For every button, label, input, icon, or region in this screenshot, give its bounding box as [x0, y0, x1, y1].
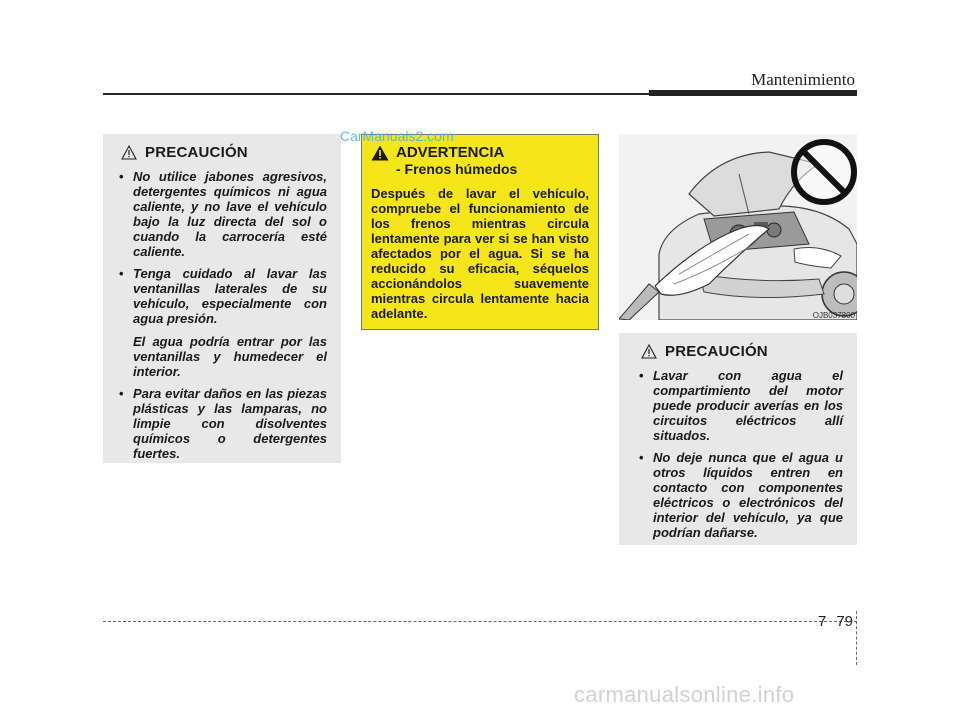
caution-item-text: Para evitar daños en las piezas plásticas y las lamparas, no limpie con disolventes químicos o detergentes fuertes.: [133, 386, 327, 461]
car-engine-hose-drawing: [619, 134, 857, 320]
list-item: [639, 368, 843, 443]
caution-triangle-icon: [121, 145, 137, 160]
caution-item-text: Lavar con agua el compartimiento del motor puede producir averías en los circuitos eléctricos allí situados.: [653, 368, 843, 443]
warning-header: [371, 144, 589, 161]
caution-title: PRECAUCIÓN: [665, 343, 768, 360]
chapter-number: 7: [818, 613, 827, 630]
caution-triangle-icon: [641, 344, 657, 359]
warning-triangle-icon: [371, 145, 389, 161]
bullet: •: [639, 368, 644, 383]
footer-divider: [856, 611, 857, 665]
list-item: [119, 386, 327, 461]
caution-panel-left: [103, 134, 341, 463]
page-number: [818, 613, 853, 630]
caution-header: [121, 144, 327, 161]
header-rule: [103, 93, 649, 95]
page-number-value: 79: [836, 613, 854, 630]
warning-subtitle: - Frenos húmedos: [396, 161, 518, 177]
list-item: [119, 169, 327, 259]
section-title: Mantenimiento: [751, 70, 855, 89]
caution-item-text: No utilice jabones agresivos, detergentes químicos ni agua caliente, y no lave el vehículo bajo la luz directa del sol o cuando la carrocería esté caliente.: [133, 169, 327, 259]
list-item: [119, 266, 327, 379]
bullet: •: [119, 169, 124, 184]
engine-wash-illustration: [619, 134, 857, 320]
caution-item-text: No deje nunca que el agua u otros líquidos entren en contacto con componentes eléctricos o electrónicos del interior del vehículo, ya que podrían dañarse.: [653, 450, 843, 540]
illustration-code: OJB037800: [812, 311, 855, 320]
warning-panel: [361, 134, 599, 330]
footer-rule: [103, 621, 857, 622]
caution-panel-right: [619, 333, 857, 545]
caution-title: PRECAUCIÓN: [145, 144, 248, 161]
bullet: •: [639, 450, 644, 465]
warning-body: Después de lavar el vehículo, compruebe el funcionamiento de los frenos mientras circula lentamente para ver si se han visto afectados por el agua. Si se ha reducido su eficacia, séquelos accionándolos suavemente mientras circula lentamente hacia adelante.: [371, 186, 589, 321]
warning-title: ADVERTENCIA: [396, 144, 505, 161]
bullet: •: [119, 266, 124, 281]
bullet: •: [119, 386, 124, 401]
caution-header: [641, 343, 843, 360]
caution-list: [119, 169, 327, 461]
watermark: CarManuals2.com: [340, 128, 454, 144]
caution-list: [639, 368, 843, 540]
header-rule-thick: [649, 90, 857, 96]
footer-watermark: carmanualsonline.info: [574, 682, 795, 707]
caution-item-text: Tenga cuidado al lavar las ventanillas laterales de su vehículo, especialmente con agua presión.: [133, 266, 327, 326]
caution-item-subtext: El agua podría entrar por las ventanillas y humedecer el interior.: [133, 334, 327, 379]
list-item: [639, 450, 843, 540]
